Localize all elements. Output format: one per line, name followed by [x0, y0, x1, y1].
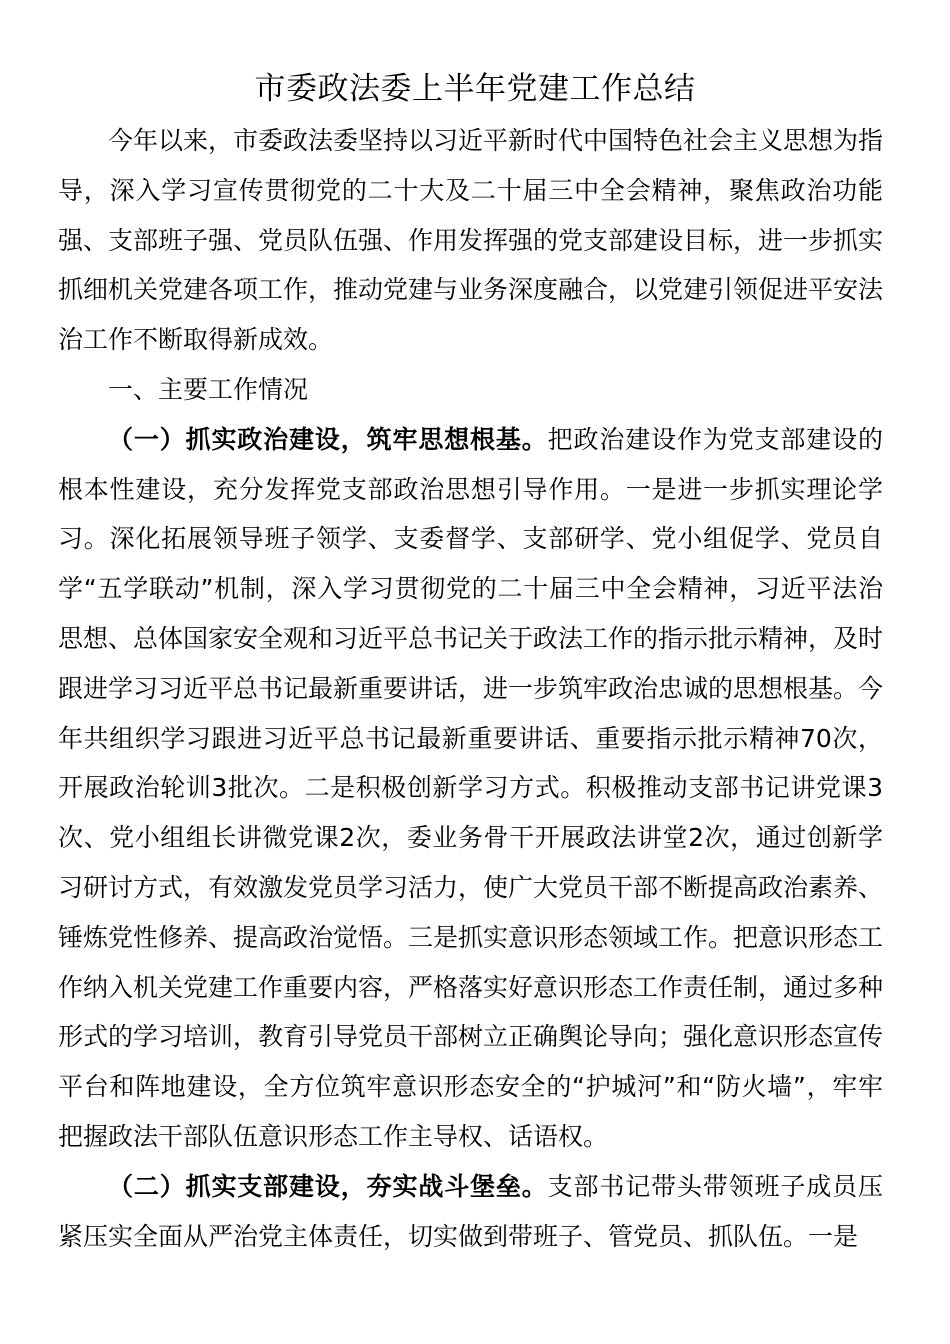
section-heading-main-work: 一、主要工作情况: [108, 374, 309, 404]
document-title: 市委政法委上半年党建工作总结: [254, 71, 696, 107]
subsection-branch-building-lead: （二）抓实支部建设，夯实战斗堡垒。: [108, 1171, 548, 1201]
subsection-branch-building: [58, 1162, 883, 1262]
subsection-political-building-lead: （一）抓实政治建设，筑牢思想根基。: [108, 424, 548, 454]
subsection-branch-building-text: 支部书记带头带领班子成员压紧压实全面从严治党主体责任，切实做到带班子、管党员、抓队伍。一是: [58, 1171, 883, 1251]
subsection-political-building-text: 把政治建设作为党支部建设的根本性建设，充分发挥党支部政治思想引导作用。一是进一步抓实理论学习。深化拓展领导班子领学、支委督学、支部研学、党小组促学、党员自学“五学联动”机制，深入学习贯彻党的二十届三中全会精神，习近平法治思想、总体国家安全观和习近平总书记关于政法工作的指示批示精神，及时跟进学习习近平总书记最新重要讲话，进一步筑牢政治忠诚的思想根基。今年共组织学习跟进习近平总书记最新重要讲话、重要指示批示精神70次，开展政治轮训3批次。二是积极创新学习方式。积极推动支部书记讲党课3次、党小组组长讲微党课2次，委业务骨干开展政法讲堂2次，通过创新学习研讨方式，有效激发党员学习活力，使广大党员干部不断提高政治素养、锤炼党性修养、提高政治觉悟。三是抓实意识形态领域工作。把意识形态工作纳入机关党建工作重要内容，严格落实好意识形态工作责任制，通过多种形式的学习培训，教育引导党员干部树立正确舆论导向；强化意识形态宣传平台和阵地建设，全方位筑牢意识形态安全的“护城河”和“防火墙”，牢牢把握政法干部队伍意识形态工作主导权、话语权。: [58, 424, 884, 1151]
subsection-political-building: [58, 415, 883, 1162]
intro-paragraph: 今年以来，市委政法委坚持以习近平新时代中国特色社会主义思想为指导，深入学习宣传贯彻党的二十大及二十届三中全会精神，聚焦政治功能强、支部班子强、党员队伍强、作用发挥强的党支部建设目标，进一步抓实抓细机关党建各项工作，推动党建与业务深度融合，以党建引领促进平安法治工作不断取得新成效。: [58, 126, 884, 355]
document-body: [58, 116, 883, 1261]
